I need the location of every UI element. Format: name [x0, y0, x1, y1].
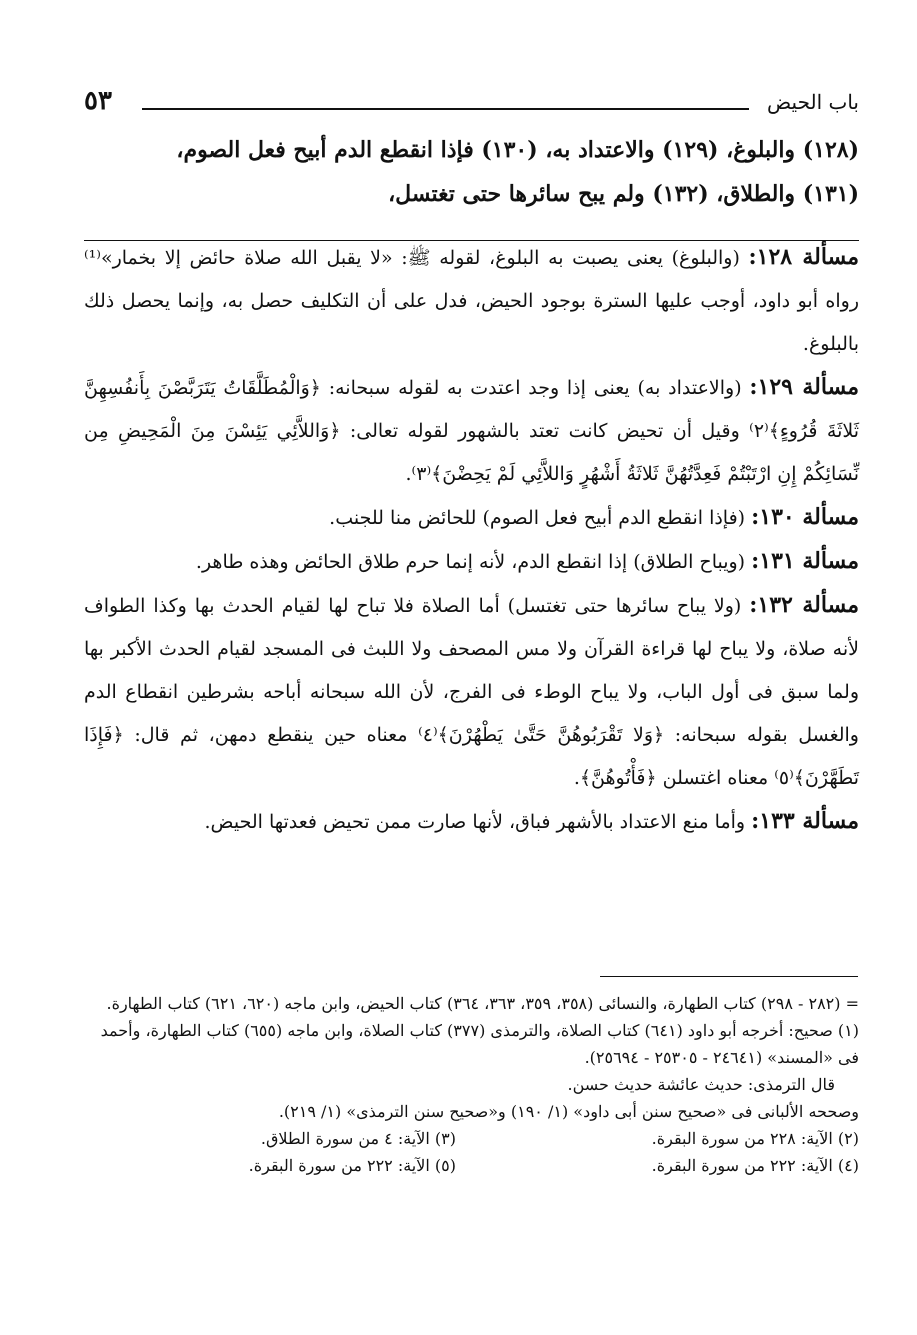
masala-129: [84, 366, 859, 496]
masala-heading: مسألة ١٣١:: [751, 548, 859, 574]
commentary: [84, 236, 859, 844]
footnote-2: (٢) الآية: ٢٢٨ من سورة البقرة.: [651, 1129, 859, 1148]
footnote-1: (١) صحيح: أخرجه أبو داود (٦٤١) كتاب الصلاة، والترمذى (٣٧٧) كتاب الصلاة، وابن ماجه (٦٥٥) كتاب الطهارة، وأحمد فى «المسند» (٢٤٦٤١ - ٢٥٣٠٥ - ٢٥٦٩٤).: [100, 1021, 859, 1067]
masala-text: (ويباح الطلاق) إذا انقطع الدم، لأنه إنما حرم طلاق الحائض وهذه طاهر.: [195, 551, 746, 573]
footnotes: [84, 990, 859, 1179]
footnote-3: (٣) الآية: ٤ من سورة الطلاق.: [260, 1129, 456, 1148]
masala-text: (فإذا انقطع الدم أبيح فعل الصوم) للحائض منا للجنب.: [329, 507, 746, 529]
masala-130: [84, 496, 859, 540]
matn-line: (١٣١) والطلاق، (١٣٢) ولم يبح سائرها حتى تغتسل،: [388, 181, 859, 207]
matn-line: (١٢٨) والبلوغ، (١٢٩) والاعتداد به، (١٣٠) فإذا انقطع الدم أبيح فعل الصوم،: [176, 137, 859, 163]
masala-text: (والاعتداد به) يعنى إذا وجد اعتدت به لقوله سبحانه: ﴿وَالْمُطَلَّقَاتُ يَتَرَبَّصْنَ بِأَنفُسِهِنَّ ثَلاثَةَ قُرُوءٍ﴾⁽٢⁾ وقيل أن تحيض كانت تعتد بالشهور لقوله تعالى: ﴿وَاللاَّئِي يَئِسْنَ مِنَ الْمَحِيضِ مِن نِّسَائِكُمْ إِنِ ارْتَبْتُمْ فَعِدَّتُهُنَّ ثَلاثَةُ أَشْهُرٍ وَاللاَّئِي لَمْ يَحِضْنَ﴾⁽٣⁾.: [84, 377, 859, 485]
masala-text: (والبلوغ) يعنى يصبت به البلوغ، لقوله ﷺ: «لا يقبل الله صلاة حائض إلا بخمار»⁽¹⁾ رواه أبو داود، أوجب عليها السترة بوجود الحيض، فدل على أن التكليف حصل به، وإنما يحصل ذلك بالبلوغ.: [84, 247, 859, 355]
masala-131: [84, 540, 859, 584]
footnote-row: [84, 1152, 859, 1179]
footnote-continuation: = (٢٨٢ - ٢٩٨) كتاب الطهارة، والنسائى (٣٥٨، ٣٥٩، ٣٦٣، ٣٦٤) كتاب الحيض، وابن ماجه (٦٢٠، ٦٢١) كتاب الطهارة.: [106, 994, 859, 1013]
masala-heading: مسألة ١٢٩:: [749, 374, 860, 400]
footnote-1-note: وصححه الألبانى فى «صحيح سنن أبى داود» (١/ ١٩٠) و«صحيح سنن الترمذى» (١/ ٢١٩).: [278, 1102, 859, 1121]
running-header: [84, 86, 859, 120]
matn-text: [84, 128, 859, 216]
footnote-rule: [600, 976, 858, 977]
chapter-title: باب الحيض: [767, 90, 859, 114]
masala-133: [84, 800, 859, 844]
footnote-row: [84, 1125, 859, 1152]
footnote-4: (٤) الآية: ٢٢٢ من سورة البقرة.: [651, 1156, 859, 1175]
masala-heading: مسألة ١٣٠:: [751, 504, 859, 530]
masala-132: [84, 584, 859, 800]
masala-heading: مسألة ١٣٢:: [749, 592, 860, 618]
masala-text: (ولا يباح سائرها حتى تغتسل) أما الصلاة فلا تباح لها لقيام الحدث بها وكذا الطواف لأنه صلاة، ولا يباح لها قراءة القرآن ولا مس المصحف ولا اللبث فى المسجد لقيام الحدث الأكبر بها ولما سبق فى أول الباب، ولا يباح الوطء فى الفرج، لأن الله سبحانه أباحه بشرطين انقطاع الدم والغسل بقوله سبحانه: ﴿وَلا تَقْرَبُوهُنَّ حَتَّىٰ يَطْهُرْنَ﴾⁽٤⁾ معناه حين ينقطع دمهن، ثم قال: ﴿فَإِذَا تَطَهَّرْنَ﴾⁽٥⁾ معناه اغتسلن ﴿فَأْتُوهُنَّ﴾.: [84, 595, 859, 789]
masala-128: [84, 236, 859, 366]
masala-text: وأما منع الاعتداد بالأشهر فباق، لأنها صارت ممن تحيض فعدتها الحيض.: [204, 811, 746, 833]
footnote-1-note: قال الترمذى: حديث عائشة حديث حسن.: [567, 1075, 835, 1094]
page-number: ٥٣: [84, 86, 112, 116]
header-rule: [142, 108, 749, 110]
masala-heading: مسألة ١٢٨:: [748, 244, 859, 270]
footnote-5: (٥) الآية: ٢٢٢ من سورة البقرة.: [248, 1156, 456, 1175]
masala-heading: مسألة ١٣٣:: [751, 808, 859, 834]
